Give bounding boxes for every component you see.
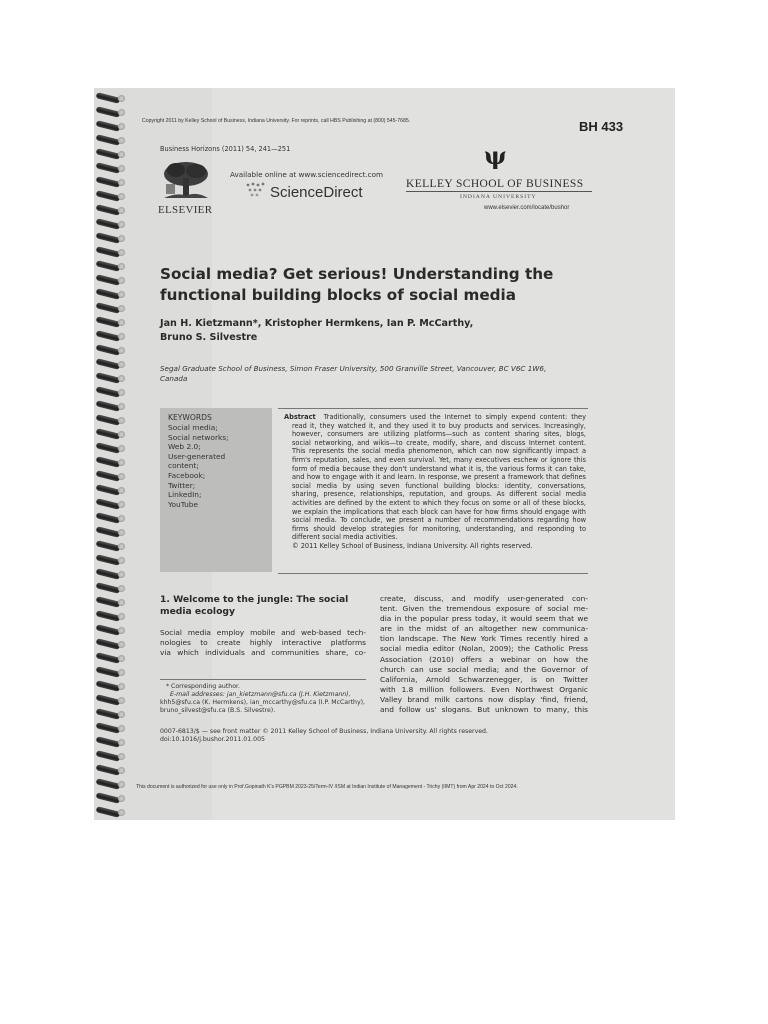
spiral-coil (96, 584, 124, 593)
spiral-coil (96, 402, 124, 411)
abstract-label: Abstract (284, 413, 316, 421)
article-title (160, 264, 553, 306)
affiliation-line-2: Canada (160, 374, 188, 383)
spiral-coil (96, 724, 124, 733)
abstract-line: Abstract Traditionally, consumers used the Internet to simply expend content: they (284, 413, 586, 421)
spiral-coil (96, 542, 124, 551)
spiral-coil (96, 500, 124, 509)
spiral-coil (96, 374, 124, 383)
spiral-coil (96, 332, 124, 341)
body-line: church can use social media; and the Governor of (380, 664, 588, 674)
journal-reference: Business Horizons (2011) 54, 241—251 (160, 145, 291, 153)
abstract-line: different social media activities. (292, 533, 398, 542)
spiral-coil (96, 570, 124, 579)
spiral-binding (94, 88, 134, 820)
front-matter (160, 728, 488, 744)
article-title-line-2: functional building blocks of social media (160, 286, 516, 304)
spiral-coil (96, 626, 124, 635)
spiral-coil (96, 234, 124, 243)
body-right-column (380, 594, 588, 715)
spiral-coil (96, 514, 124, 523)
abstract-line: and how to engage with it and learn. In response, we present a framework that defines (292, 473, 586, 482)
keyword-item: Web 2.0; (168, 442, 201, 452)
abstract-copyright: © 2011 Kelley School of Business, Indiana University. All rights reserved. (292, 541, 533, 550)
keyword-item: content; (168, 461, 199, 471)
footnote-rule (160, 679, 366, 680)
spiral-coil (96, 150, 124, 159)
footnote-corresponding: * Corresponding author. (166, 683, 240, 690)
spiral-coil (96, 178, 124, 187)
keywords-box (160, 408, 272, 572)
spiral-coil (96, 738, 124, 747)
spiral-coil (96, 710, 124, 719)
body-line: California, Arnold Schwarzenegger, is on Twitter (380, 674, 588, 684)
available-online-text: Available online at www.sciencedirect.com (230, 170, 384, 179)
body-line: with 1.8 million followers. Even Northwest Organic (380, 684, 588, 694)
spiral-coil (96, 206, 124, 215)
front-matter-line: 0007-6813/$ — see front matter © 2011 Kelley School of Business, Indiana University. All rights reserved. (160, 728, 488, 735)
spiral-coil (96, 808, 124, 817)
spiral-coil (96, 654, 124, 663)
body-left-column (160, 628, 366, 658)
keyword-item: LinkedIn; (168, 490, 202, 500)
body-line: tion landscape. The New York Times recently hired a (380, 634, 588, 644)
spiral-coil (96, 556, 124, 565)
keywords-heading: KEYWORDS (168, 413, 212, 422)
affiliation-line-1: Segal Graduate School of Business, Simon Fraser University, 500 Granville Street, Vancouver, BC V6C 1W6, (160, 364, 547, 373)
body-line: Social media employ mobile and web-based tech- (160, 628, 366, 637)
body-line: social media editor (Nolan, 2009); the Catholic Press (380, 644, 588, 654)
spiral-coil (96, 388, 124, 397)
article-title-line-1: Social media? Get serious! Understanding the (160, 265, 554, 283)
spiral-coil (96, 640, 124, 649)
authors (160, 317, 473, 345)
spiral-coil (96, 458, 124, 467)
authors-line-1: Jan H. Kietzmann*, Kristopher Hermkens, Ian P. McCarthy, (160, 318, 474, 329)
spiral-coil (96, 346, 124, 355)
abstract-line: social media by using seven functional building blocks: identity, conversations, (292, 481, 586, 490)
spiral-coil (96, 164, 124, 173)
abstract-line: sharing, presence, relationships, reputation, and groups. As different social media (292, 490, 586, 499)
indiana-university-emblem-icon: ψ (484, 141, 507, 170)
elsevier-tree-logo (158, 160, 214, 202)
abstract-line: This represents the social media phenomenon, which can now significantly impact a (292, 447, 586, 456)
spiral-coil (96, 780, 124, 789)
keyword-item: Social media; (168, 423, 218, 432)
spiral-coil (96, 430, 124, 439)
abstract-line: read it, they watched it, and they used it to buy products and services. Increasingly, (292, 421, 586, 430)
section-1-heading-line-2: media ecology (160, 606, 235, 617)
abstract-box (278, 408, 588, 574)
abstract-line: social networking, and wikis—to create, modify, share, and discuss Internet content. (292, 438, 586, 447)
abstract-text (284, 413, 586, 551)
abstract-line: however, consumers are utilizing platforms—such as content sharing sites, blogs, (292, 430, 586, 439)
spiral-coil (96, 122, 124, 131)
spiral-coil (96, 192, 124, 201)
spiral-coil (96, 276, 124, 285)
spiral-coil (96, 304, 124, 313)
footnote-email-label: E-mail addresses: jan_kietzmann@sfu.ca (J.H. Kietzmann), (170, 691, 351, 698)
abstract-line: firm's reputation, sales, and even survival. Yet, many executives eschew or ignore this (292, 455, 586, 464)
spiral-coil (96, 220, 124, 229)
abstract-line: social media. To conclude, we present a number of recommendations regarding how (292, 516, 586, 525)
keyword-item: YouTube (168, 499, 199, 509)
spiral-coil (96, 290, 124, 299)
scanned-page-photo (94, 88, 675, 820)
spiral-coil (96, 416, 124, 425)
spiral-coil (96, 262, 124, 271)
keyword-item: Twitter; (168, 480, 196, 490)
spiral-coil (96, 528, 124, 537)
body-line: are in the midst of an altogether new communica- (380, 624, 588, 634)
spiral-coil (96, 612, 124, 621)
body-line: Valley brand milk cartons now display 'find, friend, (380, 694, 588, 704)
abstract-line: activities are defined by the extent to which they focus on some or all of these blocks, (292, 498, 586, 507)
elsevier-wordmark: ELSEVIER (158, 204, 213, 216)
indiana-university-label: INDIANA UNIVERSITY (460, 194, 537, 200)
body-line: nologies to create highly interactive platforms (160, 638, 366, 648)
spiral-coil (96, 766, 124, 775)
case-code: BH 433 (579, 119, 624, 134)
section-1-heading (160, 594, 348, 618)
spiral-coil (96, 752, 124, 761)
keywords-list (168, 423, 229, 509)
abstract-line: we explain the implications that each block can have for how firms should engage with (292, 507, 586, 516)
spiral-coil (96, 598, 124, 607)
spiral-coil (96, 668, 124, 677)
spiral-coil (96, 136, 124, 145)
sciencedirect-logo: ScienceDirect (270, 184, 363, 201)
spiral-coil (96, 794, 124, 803)
footnote (160, 683, 365, 715)
spiral-coil (96, 360, 124, 369)
body-line: tent. Given the tremendous exposure of social me- (380, 604, 588, 614)
keyword-item: Facebook; (168, 470, 206, 480)
keyword-item: Social networks; (168, 432, 229, 442)
body-line: and follow us' slogans. But unknown to many, this (380, 705, 588, 715)
body-line: via which individuals and communities share, co- (160, 648, 366, 658)
spiral-coil (96, 108, 124, 117)
spiral-coil (96, 486, 124, 495)
spiral-coil (96, 94, 124, 103)
spiral-coil (96, 318, 124, 327)
spiral-coil (96, 248, 124, 257)
section-1-heading-line-1: 1. Welcome to the jungle: The social (160, 594, 349, 605)
keyword-item: User-generated (168, 451, 226, 461)
copyright-line: Copyright 2011 by Kelley School of Business, Indiana University. For reprints, call HBS Publishing at (800) 545-7685. (142, 118, 411, 124)
footnote-line: khh5@sfu.ca (K. Hermkens), ian_mccarthy@sfu.ca (I.P. McCarthy), (160, 699, 366, 706)
affiliation (160, 364, 546, 384)
kelley-school-name: KELLEY SCHOOL OF BUSINESS (406, 178, 584, 190)
body-line: Association (2010) offers a webinar on how the (380, 654, 588, 664)
authorized-use-notice: This document is authorized for use only in Prof.Gopinath K's PGPBM 2023-25/Term-IV /ISM at Indian Institute of Management - Trichy (IIMT) from Apr 2024 to Oct 2024. (136, 784, 518, 790)
body-line: dia in the popular press today, it would seem that we (380, 614, 588, 624)
kelley-rule (406, 191, 592, 192)
elsevier-bushor-url: www.elsevier.com/locate/bushor (484, 205, 570, 211)
doi-line: doi:10.1016/j.bushor.2011.01.005 (160, 736, 265, 743)
spiral-coil (96, 682, 124, 691)
footnote-line: bruno_silvest@sfu.ca (B.S. Silvestre). (160, 707, 276, 714)
abstract-line: firms should develop strategies for monitoring, understanding, and responding to (292, 524, 586, 533)
spiral-coil (96, 472, 124, 481)
spiral-coil (96, 444, 124, 453)
sciencedirect-dots-icon (244, 181, 268, 201)
spiral-coil (96, 696, 124, 705)
body-line: create, discuss, and modify user-generated con- (380, 594, 588, 603)
authors-line-2: Bruno S. Silvestre (160, 332, 258, 343)
abstract-line: form of media because they don't understand what it is, the various forms it can take, (292, 464, 586, 473)
